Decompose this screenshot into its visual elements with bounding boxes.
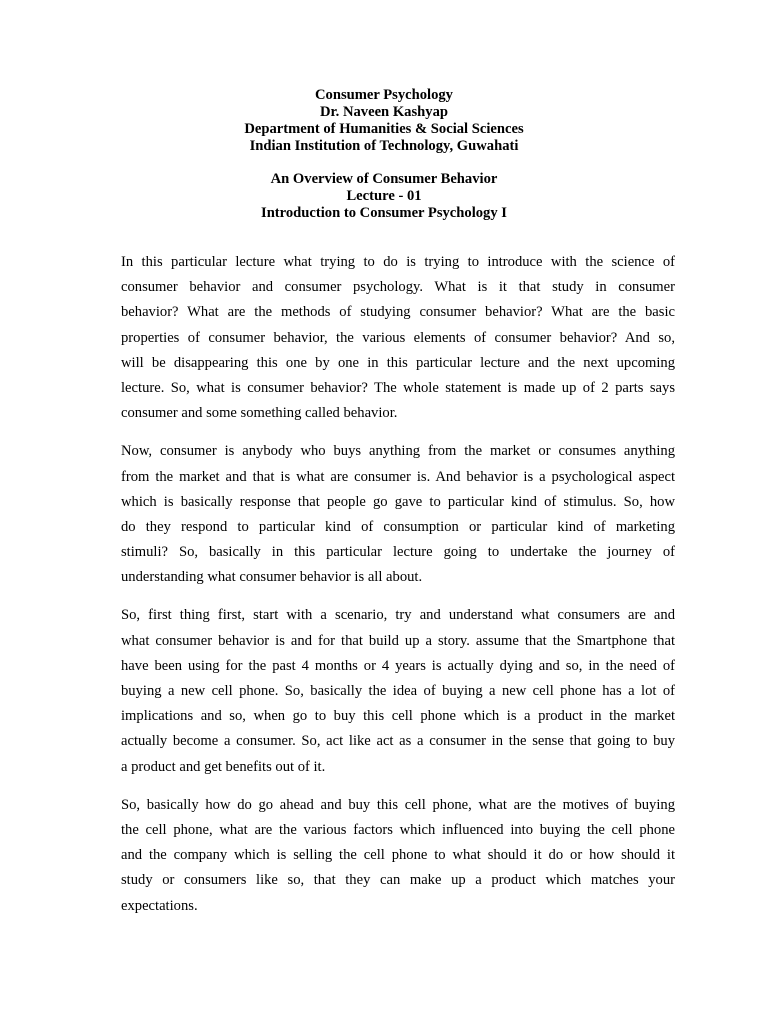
text-line: will be disappearing this one by one in this particular lecture and the next upcoming (121, 354, 675, 371)
paragraph-4 (121, 793, 675, 919)
text-line: study or consumers like so, that they can make up a product which matches your (121, 872, 675, 889)
text-line: understanding what consumer behavior is all about. (121, 569, 423, 586)
department-name: Department of Humanities & Social Sciences (244, 121, 524, 137)
lecture-header (0, 171, 768, 222)
text-line: implications and so, when go to buy this cell phone which is a product in the market (121, 708, 675, 725)
module-title: An Overview of Consumer Behavior (270, 171, 498, 187)
text-line: Now, consumer is anybody who buys anything from the market or consumes anything (121, 443, 675, 460)
text-line: consumer and some something called behavior. (121, 405, 398, 422)
course-title: Consumer Psychology (315, 87, 453, 103)
text-line: do they respond to particular kind of consumption or particular kind of marketing (121, 518, 675, 535)
text-line: a product and get benefits out of it. (121, 758, 326, 775)
text-line: properties of consumer behavior, the various elements of consumer behavior? And so, (121, 329, 675, 346)
text-line: the cell phone, what are the various factors which influenced into buying the cell phone (121, 821, 675, 838)
text-line: actually become a consumer. So, act like act as a consumer in the sense that going to buy (121, 733, 675, 750)
text-line: In this particular lecture what trying to do is trying to introduce with the science of (121, 254, 675, 270)
text-line: So, basically how do go ahead and buy this cell phone, what are the motives of buying (121, 796, 675, 813)
text-line: stimuli? So, basically in this particular lecture going to undertake the journey of (121, 544, 675, 561)
text-line: consumer behavior and consumer psychology. What is it that study in consumer (121, 279, 675, 296)
text-line: which is basically response that people go gave to particular kind of stimulus. So, how (121, 493, 675, 510)
instructor-name: Dr. Naveen Kashyap (320, 104, 448, 120)
lecture-number: Lecture - 01 (346, 188, 422, 204)
paragraph-2 (121, 439, 675, 590)
document-body (121, 250, 675, 932)
text-line: So, first thing first, start with a scenario, try and understand what consumers are and (121, 607, 675, 624)
paragraph-1 (121, 250, 675, 426)
text-line: from the market and that is what are consumer is. And behavior is a psychological aspect (121, 468, 675, 485)
text-line: and the company which is selling the cell phone to what should it do or how should it (121, 847, 675, 864)
text-line: behavior? What are the methods of studying consumer behavior? What are the basic (121, 304, 675, 321)
text-line: buying a new cell phone. So, basically the idea of buying a new cell phone has a lot of (121, 683, 675, 699)
paragraph-3 (121, 603, 675, 779)
text-line: lecture. So, what is consumer behavior? The whole statement is made up of 2 parts says (121, 379, 675, 396)
lecture-topic: Introduction to Consumer Psychology I (261, 205, 507, 221)
text-line: what consumer behavior is and for that build up a story. assume that the Smartphone that (121, 632, 675, 649)
institution-name: Indian Institution of Technology, Guwahati (249, 138, 519, 154)
text-line: expectations. (121, 897, 198, 914)
text-line: have been using for the past 4 months or 4 years is actually dying and so, in the need of (121, 657, 675, 674)
document-header (0, 87, 768, 155)
